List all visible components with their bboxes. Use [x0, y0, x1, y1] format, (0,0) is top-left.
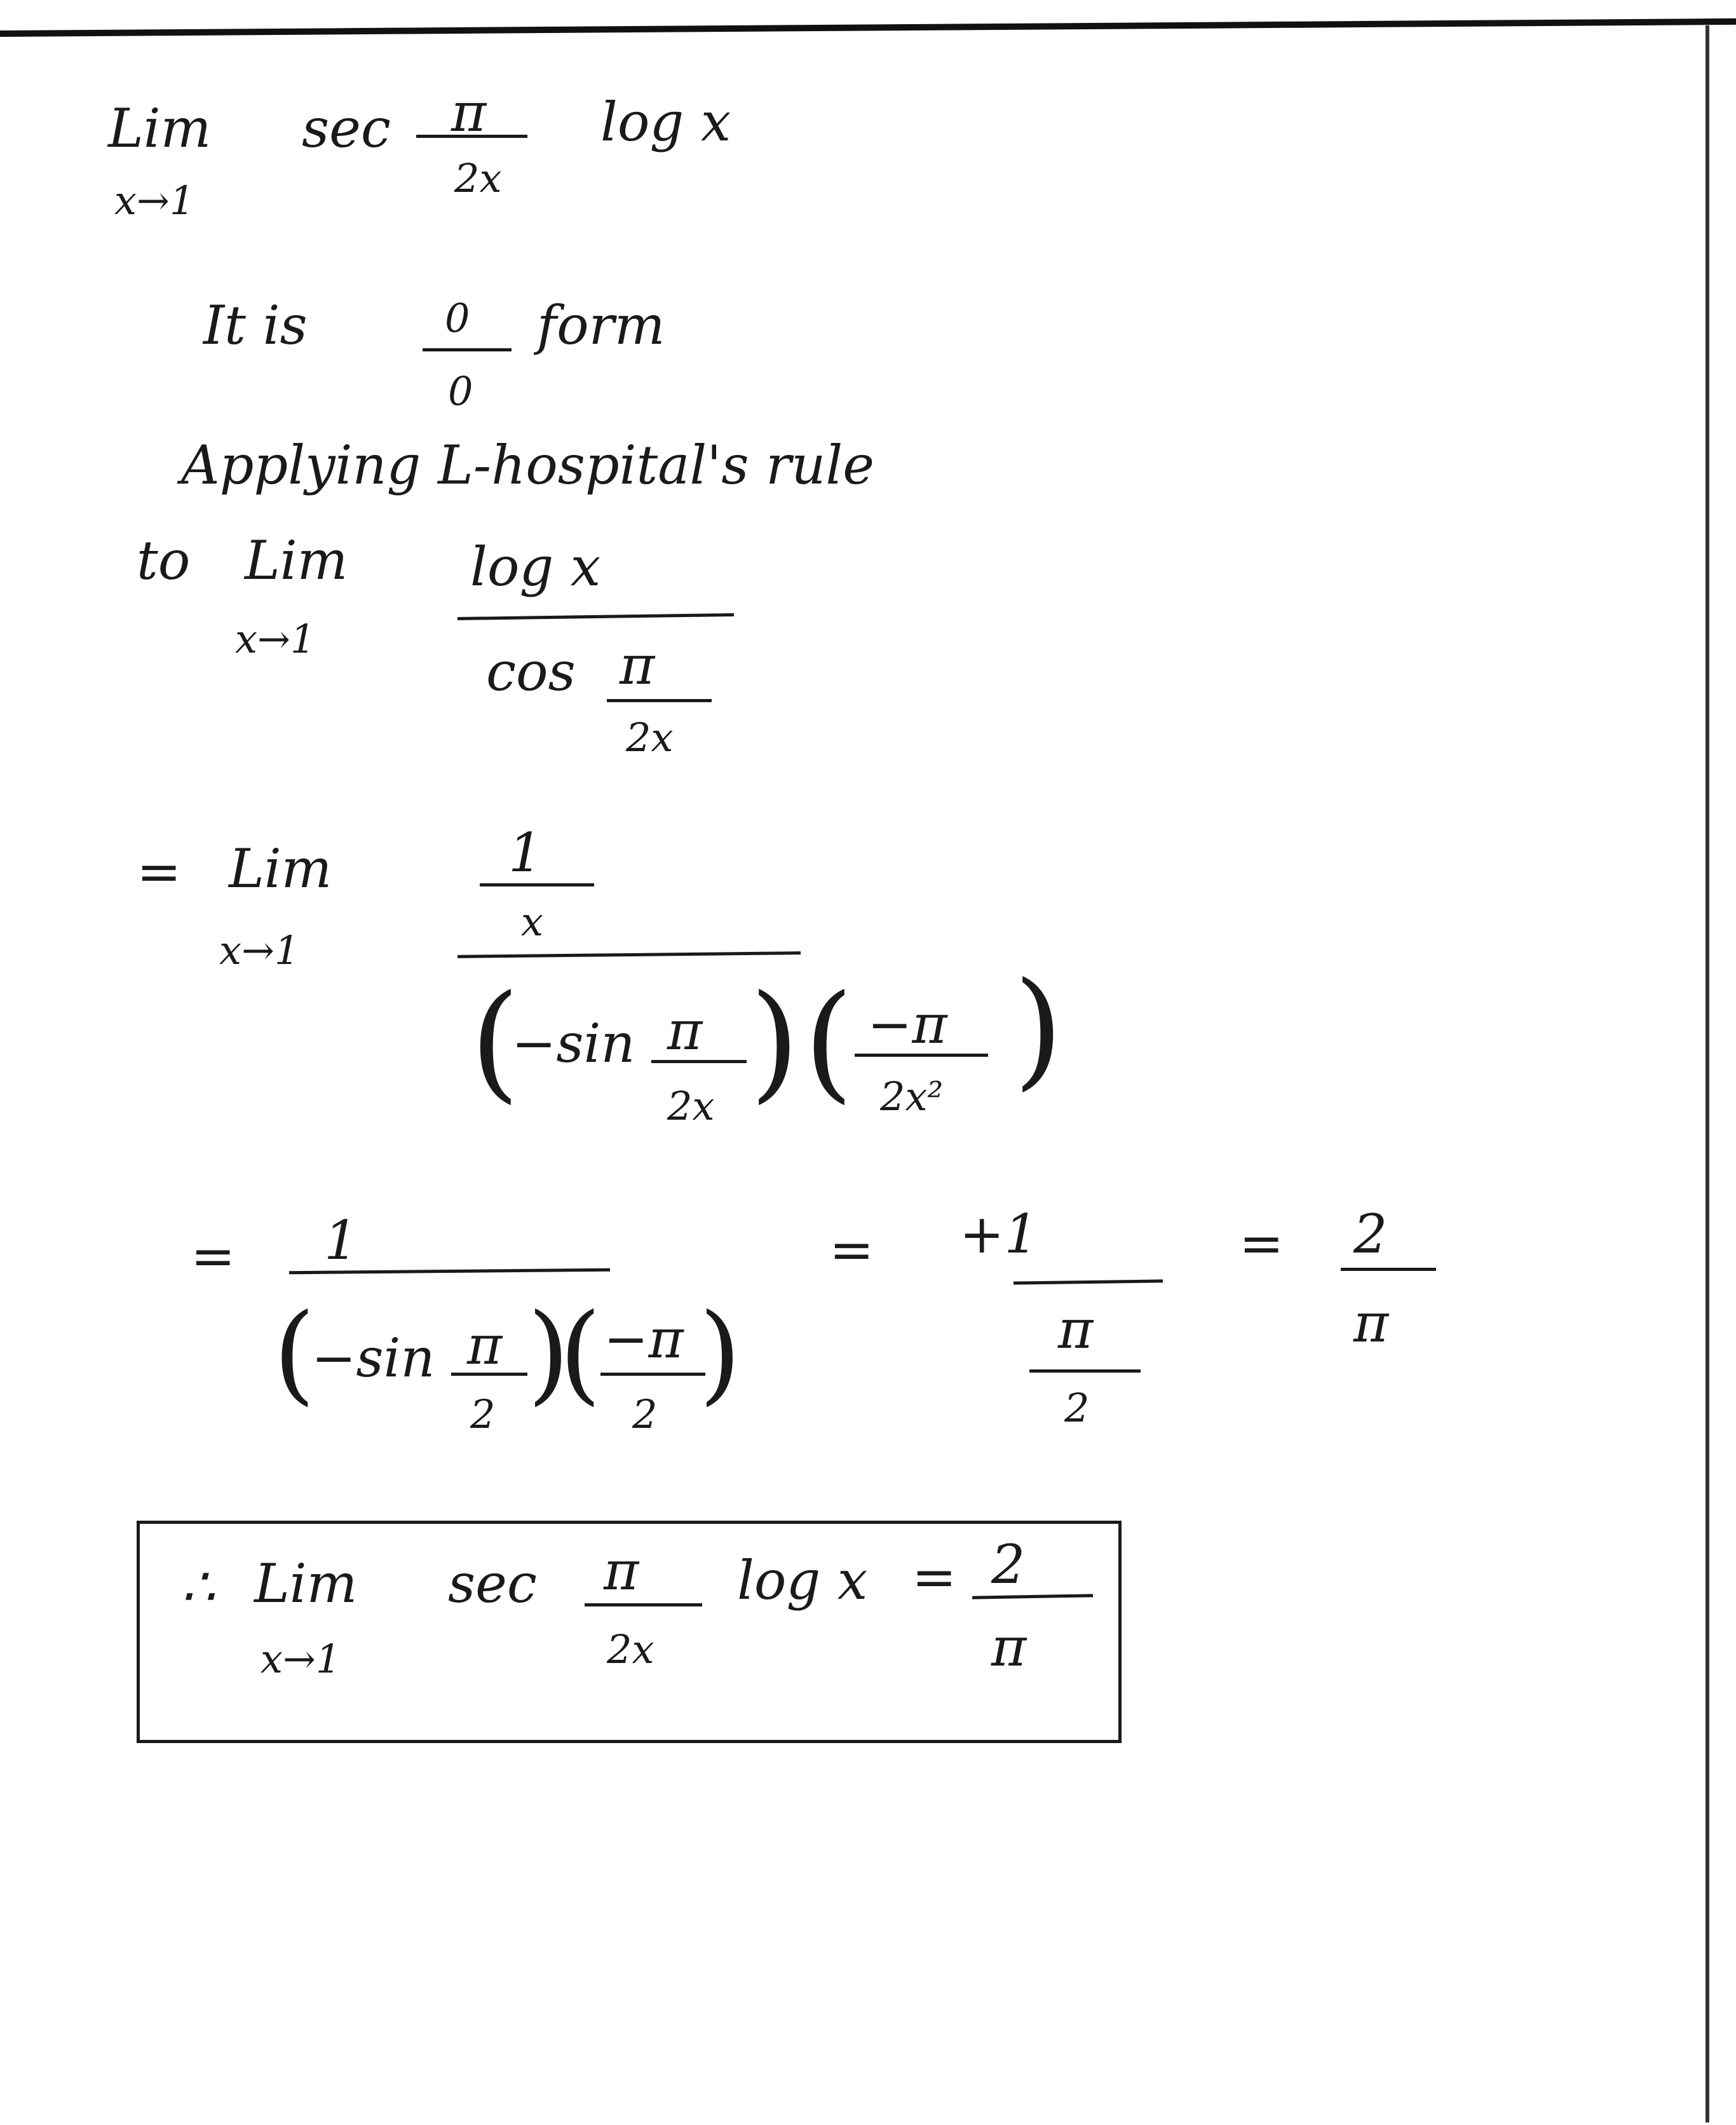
step2-paren-open-1: (: [470, 968, 520, 1116]
step1-denominator: 2x: [626, 714, 674, 761]
final-result-numerator: 2: [991, 1533, 1026, 1596]
step3-neg-sin: −sin: [311, 1327, 435, 1389]
final-therefore: ∴: [181, 1556, 215, 1618]
step3-equals-3: =: [1239, 1212, 1284, 1275]
problem-log: log x: [600, 91, 731, 153]
final-denominator: 2x: [607, 1626, 654, 1673]
step3-equals: =: [191, 1225, 236, 1287]
step3-result-fraction-bar: [1014, 1279, 1163, 1284]
step3-plus-one: +1: [960, 1203, 1038, 1265]
problem-lim: Lim: [108, 97, 212, 160]
step1-limit-subscript: x→1: [235, 616, 316, 662]
step3-one: 1: [324, 1209, 358, 1272]
step3-result-pi: π: [1058, 1298, 1094, 1361]
step3-equals-2: =: [829, 1219, 874, 1281]
form-fraction-bar: [423, 348, 512, 351]
step2-one: 1: [508, 822, 543, 884]
step2-neg-pi: −π: [867, 993, 947, 1056]
step1-cos: cos: [486, 641, 576, 703]
final-lim: Lim: [254, 1552, 358, 1615]
step3-sin-fraction-bar: [451, 1373, 527, 1376]
final-log: log x: [737, 1549, 868, 1612]
step3-second-denominator: 2: [632, 1391, 658, 1437]
final-limit-subscript: x→1: [261, 1636, 341, 1682]
step3-paren-close-1: ): [527, 1291, 570, 1416]
step1-lim: Lim: [245, 529, 348, 592]
step3-neg-pi: −π: [604, 1308, 684, 1370]
final-fraction-bar: [585, 1603, 702, 1606]
step3-pi: π: [467, 1314, 503, 1376]
step2-paren-close-2: ): [1014, 955, 1064, 1103]
form-prefix: It is: [203, 294, 308, 356]
step1-inner-fraction-bar: [607, 699, 712, 702]
step3-paren-close-2: ): [699, 1291, 742, 1416]
step3-final-denominator: π: [1353, 1292, 1389, 1354]
step3-second-fraction-bar: [600, 1373, 705, 1376]
final-equals: =: [912, 1546, 957, 1608]
step3-sin-denominator: 2: [470, 1391, 496, 1437]
step2-pi: π: [667, 1000, 703, 1062]
step3-paren-open-2: (: [559, 1291, 602, 1416]
form-suffix: form: [537, 294, 665, 356]
step2-limit-subscript: x→1: [219, 927, 300, 974]
problem-fraction-bar: [416, 135, 527, 138]
step3-inner-two: 2: [1064, 1385, 1090, 1431]
step3-final-fraction-bar: [1341, 1268, 1436, 1271]
step3-inner-bar: [1029, 1369, 1141, 1373]
step3-paren-open-1: (: [273, 1291, 316, 1416]
step2-lim: Lim: [229, 838, 332, 900]
final-sec: sec: [448, 1552, 537, 1615]
problem-sec: sec: [302, 97, 391, 160]
form-denominator: 0: [448, 368, 473, 414]
step1-numerator: log x: [470, 536, 601, 598]
final-result-denominator: π: [991, 1616, 1027, 1678]
step2-main-fraction-bar: [458, 951, 801, 958]
step2-one-over-x-bar: [480, 883, 594, 886]
step1-pi: π: [620, 634, 655, 696]
problem-pi: π: [451, 81, 487, 144]
final-pi: π: [604, 1540, 639, 1602]
step2-sin-denominator: 2x: [667, 1083, 715, 1129]
step1-to: to: [137, 529, 191, 592]
page-right-edge: [1705, 25, 1709, 2122]
step2-second-denominator: 2x²: [880, 1073, 944, 1120]
step2-paren-close-1: ): [750, 968, 800, 1116]
problem-denominator: 2x: [454, 155, 502, 201]
apply-rule-text: Applying L-hospital's rule: [181, 434, 874, 496]
problem-limit-subscript: x→1: [114, 177, 195, 224]
step1-main-fraction-bar: [458, 613, 734, 620]
form-numerator: 0: [445, 295, 470, 341]
step2-second-fraction-bar: [855, 1054, 988, 1057]
step2-sin-fraction-bar: [651, 1060, 747, 1063]
step3-final-numerator: 2: [1353, 1203, 1388, 1265]
page-top-edge: [0, 18, 1736, 37]
step2-paren-open-2: (: [804, 968, 854, 1116]
step2-equals: =: [137, 841, 182, 903]
step2-x: x: [521, 899, 543, 945]
step2-neg-sin: −sin: [512, 1012, 635, 1075]
